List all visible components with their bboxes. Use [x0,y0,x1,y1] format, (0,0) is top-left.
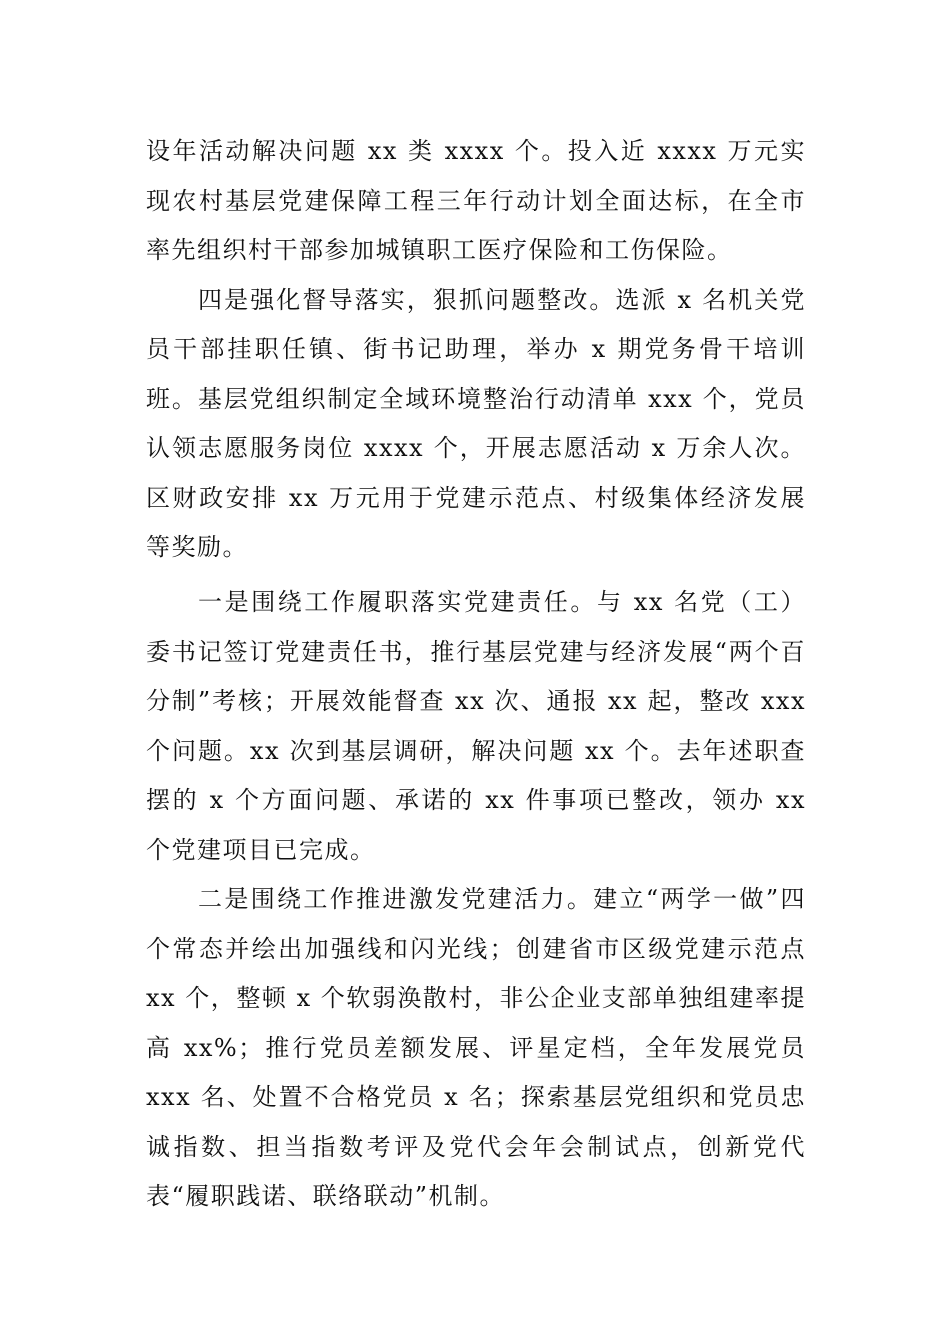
paragraph-point-one: 一是围绕工作履职落实党建责任。与 xx 名党（工）委书记签订党建责任书，推行基层党建与经济发展“两个百分制”考核；开展效能督查 xx 次、通报 xx 起，整改 xxx 个问题。xx 次到基层调研，解决问题 xx 个。去年述职查摆的 x 个方面问题、承诺的 xx 件事项已整改，领办 xx 个党建项目已完成。 [146,588,806,864]
paragraph-point-two: 二是围绕工作推进激发党建活力。建立“两学一做”四个常态并绘出加强线和闪光线；创建省市区级党建示范点 xx 个，整顿 x 个软弱涣散村，非公企业支部单独组建率提高 xx%；推行党员差额发展、评星定档，全年发展党员 xxx 名、处置不合格党员 x 名；探索基层党组织和党员忠诚指数、担当指数考评及党代会年会制试点，创新党代表“履职践诺、联络联动”机制。 [146,885,806,1210]
text-section-1 [146,127,806,573]
paragraph-point-four: 四是强化督导落实，狠抓问题整改。选派 x 名机关党员干部挂职任镇、街书记助理，举办 x 期党务骨干培训班。基层党组织制定全域环境整治行动清单 xxx 个，党员认领志愿服务岗位 xxxx 个，开展志愿活动 x 万余人次。区财政安排 xx 万元用于党建示范点、村级集体经济发展等奖励。 [146,285,806,561]
text-section-2 [146,578,806,1222]
paragraph-continuation: 设年活动解决问题 xx 类 xxxx 个。投入近 xxxx 万元实现农村基层党建保障工程三年行动计划全面达标，在全市率先组织村干部参加城镇职工医疗保险和工伤保险。 [146,137,806,264]
